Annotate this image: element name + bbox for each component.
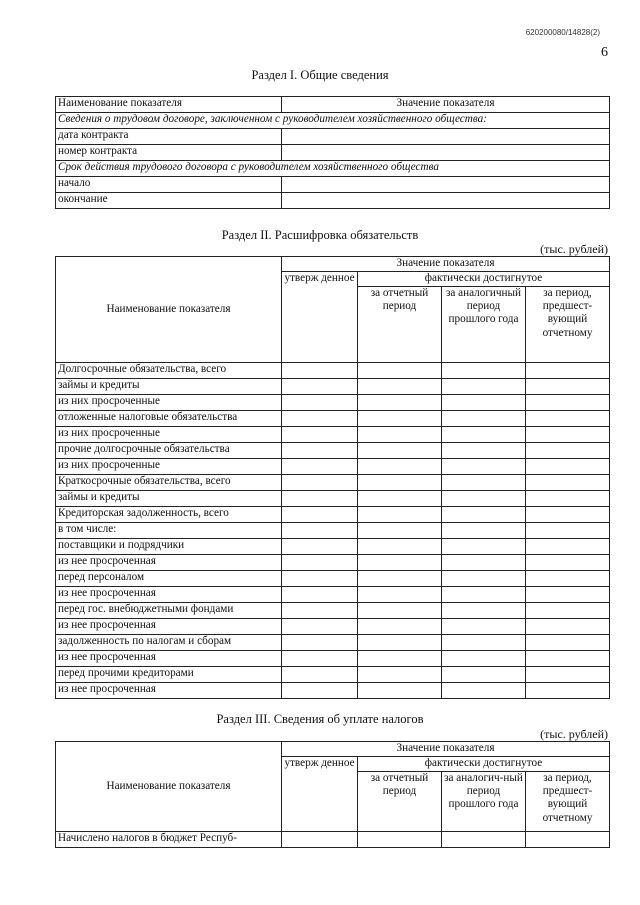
col-header-actual: фактически достигнутое [358, 757, 610, 772]
col-header-approved: утверж денное [282, 757, 358, 832]
table-row [56, 651, 610, 667]
value-cell[interactable] [282, 667, 358, 683]
row-label: отложенные налоговые обязательства [56, 411, 282, 427]
value-cell[interactable] [442, 475, 526, 491]
value-cell[interactable] [358, 555, 442, 571]
table-row [56, 571, 610, 587]
value-cell[interactable] [442, 555, 526, 571]
row-label: из нее просроченная [56, 651, 282, 667]
value-cell[interactable] [442, 523, 526, 539]
table-row [56, 459, 610, 475]
table-row [56, 427, 610, 443]
obligations-table [55, 256, 610, 699]
general-info-table [55, 96, 610, 209]
value-cell[interactable] [282, 129, 610, 145]
value-cell[interactable] [442, 651, 526, 667]
col-header-value: Значение показателя [282, 257, 610, 272]
col-header-value: Значение показателя [282, 97, 610, 113]
table-row [56, 587, 610, 603]
row-label: в том числе: [56, 523, 282, 539]
value-cell[interactable] [526, 635, 610, 651]
value-cell[interactable] [442, 395, 526, 411]
table-row [56, 523, 610, 539]
value-cell[interactable] [282, 507, 358, 523]
value-cell[interactable] [442, 379, 526, 395]
value-cell[interactable] [282, 587, 358, 603]
section1-title: Раздел I. Общие сведения [251, 68, 389, 82]
value-cell[interactable] [442, 443, 526, 459]
document-id: 620200080/14828(2) [525, 28, 600, 37]
value-cell[interactable] [282, 539, 358, 555]
table-header-row [56, 97, 610, 113]
value-cell[interactable] [282, 443, 358, 459]
value-cell[interactable] [358, 443, 442, 459]
value-cell[interactable] [442, 667, 526, 683]
row-label: перед гос. внебюджетными фондами [56, 603, 282, 619]
row-label: Сведения о трудовом договоре, заключенном с руководителем хозяйственного общества: [56, 113, 610, 129]
table-row [56, 491, 610, 507]
value-cell[interactable] [282, 832, 358, 848]
value-cell[interactable] [526, 571, 610, 587]
section2-units: (тыс. рублей) [540, 242, 608, 256]
value-cell[interactable] [358, 635, 442, 651]
value-cell[interactable] [442, 683, 526, 699]
value-cell[interactable] [358, 379, 442, 395]
table-row [56, 667, 610, 683]
row-label: Краткосрочные обязательства, всего [56, 475, 282, 491]
value-cell[interactable] [442, 539, 526, 555]
col-header-prev-year: за аналогич-ный период прошлого года [442, 772, 526, 832]
value-cell[interactable] [358, 651, 442, 667]
table-row [56, 832, 610, 848]
row-label: из них просроченные [56, 395, 282, 411]
table-row [56, 379, 610, 395]
col-header-approved: утверж денное [282, 272, 358, 363]
col-header-name: Наименование показателя [56, 742, 282, 832]
value-cell[interactable] [526, 832, 610, 848]
col-header-name: Наименование показателя [56, 97, 282, 113]
col-header-period: за отчетный период [358, 772, 442, 832]
table-row [56, 411, 610, 427]
row-label: из нее просроченная [56, 587, 282, 603]
value-cell[interactable] [282, 619, 358, 635]
row-label: займы и кредиты [56, 379, 282, 395]
table-row [56, 395, 610, 411]
row-label: окончание [56, 193, 282, 209]
table-row [56, 635, 610, 651]
table-row [56, 539, 610, 555]
value-cell[interactable] [282, 491, 358, 507]
row-label: из нее просроченная [56, 555, 282, 571]
row-label: из нее просроченная [56, 619, 282, 635]
value-cell[interactable] [526, 507, 610, 523]
value-cell[interactable] [526, 619, 610, 635]
row-label: Кредиторская задолженность, всего [56, 507, 282, 523]
value-cell[interactable] [358, 363, 442, 379]
col-header-prev-period: за период, предшест-вующий отчетному [526, 772, 610, 832]
col-header-actual: фактически достигнутое [358, 272, 610, 287]
value-cell[interactable] [358, 832, 442, 848]
row-label: перед персоналом [56, 571, 282, 587]
value-cell[interactable] [526, 459, 610, 475]
row-label: дата контракта [56, 129, 282, 145]
value-cell[interactable] [358, 619, 442, 635]
value-cell[interactable] [526, 427, 610, 443]
table-row [56, 129, 610, 145]
table-row [56, 113, 610, 129]
value-cell[interactable] [526, 363, 610, 379]
value-cell[interactable] [358, 603, 442, 619]
table-row [56, 507, 610, 523]
value-cell[interactable] [282, 395, 358, 411]
value-cell[interactable] [526, 411, 610, 427]
value-cell[interactable] [526, 587, 610, 603]
value-cell[interactable] [358, 523, 442, 539]
value-cell[interactable] [358, 475, 442, 491]
value-cell[interactable] [526, 603, 610, 619]
value-cell[interactable] [526, 555, 610, 571]
col-header-prev-period: за период, предшест-вующий отчетному [526, 287, 610, 363]
value-cell[interactable] [358, 427, 442, 443]
table-row [56, 683, 610, 699]
row-label: Начислено налогов в бюджет Респуб- [56, 832, 282, 848]
row-label: прочие долгосрочные обязательства [56, 443, 282, 459]
row-label: из нее просроченная [56, 683, 282, 699]
value-cell[interactable] [526, 443, 610, 459]
col-header-name: Наименование показателя [56, 257, 282, 363]
row-label: из них просроченные [56, 427, 282, 443]
value-cell[interactable] [526, 539, 610, 555]
taxes-table [55, 741, 610, 848]
value-cell[interactable] [282, 427, 358, 443]
value-cell[interactable] [526, 523, 610, 539]
row-label: задолженность по налогам и сборам [56, 635, 282, 651]
value-cell[interactable] [442, 635, 526, 651]
value-cell[interactable] [358, 411, 442, 427]
section2-title: Раздел II. Расшифровка обязательств [221, 228, 419, 242]
table-row [56, 363, 610, 379]
value-cell[interactable] [358, 571, 442, 587]
value-cell[interactable] [442, 459, 526, 475]
value-cell[interactable] [282, 177, 610, 193]
value-cell[interactable] [358, 539, 442, 555]
section3-units: (тыс. рублей) [540, 727, 608, 741]
value-cell[interactable] [526, 683, 610, 699]
section3-title: Раздел III. Сведения об уплате налогов [216, 712, 424, 726]
value-cell[interactable] [358, 587, 442, 603]
page-number: 6 [601, 45, 608, 60]
value-cell[interactable] [282, 459, 358, 475]
value-cell[interactable] [282, 555, 358, 571]
value-cell[interactable] [442, 363, 526, 379]
table-header-row [56, 742, 610, 757]
value-cell[interactable] [282, 603, 358, 619]
row-label: из них просроченные [56, 459, 282, 475]
row-label: начало [56, 177, 282, 193]
col-header-prev-year: за аналогичный период прошлого года [442, 287, 526, 363]
row-label: Долгосрочные обязательства, всего [56, 363, 282, 379]
value-cell[interactable] [526, 395, 610, 411]
value-cell[interactable] [282, 571, 358, 587]
value-cell[interactable] [442, 603, 526, 619]
value-cell[interactable] [358, 395, 442, 411]
table-row [56, 193, 610, 209]
table-row [56, 177, 610, 193]
table-row [56, 161, 610, 177]
value-cell[interactable] [442, 427, 526, 443]
value-cell[interactable] [282, 523, 358, 539]
value-cell[interactable] [526, 667, 610, 683]
table-row [56, 475, 610, 491]
table-header-row [56, 257, 610, 272]
value-cell[interactable] [358, 683, 442, 699]
value-cell[interactable] [442, 571, 526, 587]
table-row [56, 603, 610, 619]
row-label: поставщики и подрядчики [56, 539, 282, 555]
value-cell[interactable] [282, 635, 358, 651]
value-cell[interactable] [442, 507, 526, 523]
row-label: перед прочими кредиторами [56, 667, 282, 683]
value-cell[interactable] [442, 491, 526, 507]
value-cell[interactable] [526, 651, 610, 667]
value-cell[interactable] [282, 475, 358, 491]
value-cell[interactable] [442, 411, 526, 427]
row-label: номер контракта [56, 145, 282, 161]
value-cell[interactable] [282, 683, 358, 699]
value-cell[interactable] [358, 507, 442, 523]
value-cell[interactable] [282, 651, 358, 667]
value-cell[interactable] [282, 145, 610, 161]
value-cell[interactable] [282, 411, 358, 427]
col-header-value: Значение показателя [282, 742, 610, 757]
value-cell[interactable] [358, 667, 442, 683]
table-row [56, 443, 610, 459]
value-cell[interactable] [282, 193, 610, 209]
table-row [56, 619, 610, 635]
row-label: Срок действия трудового договора с руководителем хозяйственного общества [56, 161, 610, 177]
table-row [56, 555, 610, 571]
value-cell[interactable] [442, 832, 526, 848]
value-cell[interactable] [282, 363, 358, 379]
value-cell[interactable] [442, 587, 526, 603]
value-cell[interactable] [358, 491, 442, 507]
value-cell[interactable] [526, 491, 610, 507]
value-cell[interactable] [358, 459, 442, 475]
value-cell[interactable] [526, 475, 610, 491]
row-label: займы и кредиты [56, 491, 282, 507]
value-cell[interactable] [442, 619, 526, 635]
value-cell[interactable] [282, 379, 358, 395]
value-cell[interactable] [526, 379, 610, 395]
table-row [56, 145, 610, 161]
col-header-period: за отчетный период [358, 287, 442, 363]
